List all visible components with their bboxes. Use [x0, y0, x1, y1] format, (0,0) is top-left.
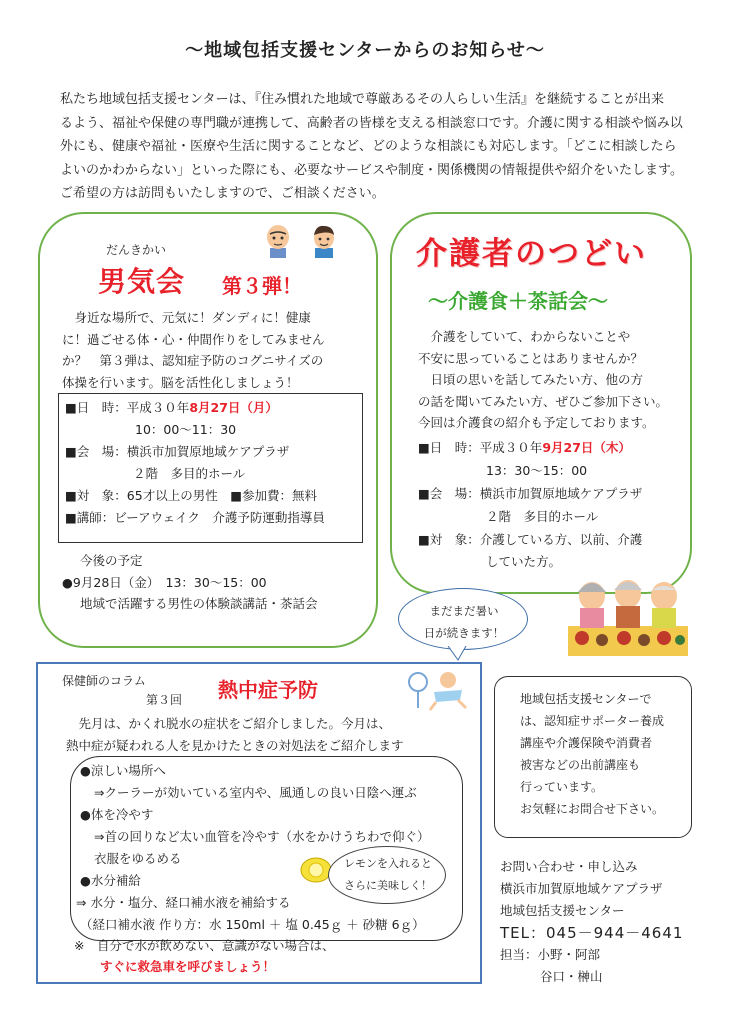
kaigosha-body-line: の話を聞いてみたい方、ぜひご参加下さい。 [418, 393, 669, 409]
tip-detail: 衣服をゆるめる [94, 851, 182, 866]
services-line: 地域包括支援センターで [520, 692, 652, 706]
intro-line: 私たち地域包括支援センターは、『住み慣れた地域で尊厳あるその人らしい生活』を継続することが出来 [60, 92, 664, 107]
tip-heading: ●涼しい場所へ [80, 763, 166, 778]
contact-info [500, 856, 683, 988]
kaigosha-date-row [418, 438, 631, 456]
heatstroke-person-icon [406, 668, 470, 712]
center-services-text [520, 688, 664, 820]
dankikai-body-line: 身近な場所で、元気に！ダンディに！健康 [62, 310, 311, 325]
contact-heading: お問い合わせ・申し込み [500, 859, 638, 874]
column-intro [66, 713, 404, 757]
future-date: ●9月28日（金） 13：30～15：00 [62, 574, 267, 590]
contact-phone: TEL：045－944－4641 [500, 924, 684, 942]
contact-org: 横浜市加賀原地域ケアプラザ [500, 881, 663, 896]
bubble-line: 日が続きます！ [423, 626, 505, 640]
kaigosha-target-cont: していた方。 [486, 554, 562, 569]
kaigosha-date: 9月27日（木） [542, 440, 631, 455]
tip-detail: （経口補水液 作り方：水 150ml ＋ 塩 0.45ｇ ＋ 砂糖 6ｇ） [80, 917, 425, 932]
intro-line: ご希望の方は訪問もいたしますので、ご相談ください。 [60, 186, 385, 201]
elderly-people-eating-icon [568, 568, 688, 658]
page-title: ～地域包括支援センターからのお知らせ～ [185, 40, 545, 61]
kaigosha-time: 13：30～15：00 [486, 463, 588, 478]
dankikai-date: 8月27日（月） [189, 400, 278, 415]
intro-line: るよう、福祉や保健の専門職が連携して、高齢者の皆様を支える相談窓口です。介護に関する相談や悩み以 [60, 115, 683, 131]
tip-heading: ●体を冷やす [80, 807, 154, 822]
dankikai-body-line: か？ 第３弾は、認知症予防のコグニサイズの [62, 353, 324, 368]
kaigosha-venue-room: ２階 多目的ホール [486, 509, 599, 524]
tip-heading: ●水分補給 [80, 873, 141, 888]
lemon-tip-text [336, 853, 440, 897]
contact-org: 地域包括支援センター [500, 903, 625, 918]
dankikai-time: 10：00～11：30 [135, 422, 237, 437]
column-label: 保健師のコラム [62, 674, 146, 688]
kaigosha-venue: ■会 場：横浜市加賀原地域ケアプラザ [418, 486, 643, 501]
speech-bubble-tail-icon [446, 646, 468, 662]
dankikai-title: 男気会 [98, 265, 186, 298]
services-line: は、認知症サポーター養成 [520, 714, 665, 728]
dankikai-subtitle: 第３弾！ [222, 274, 302, 298]
bald-man-icon [262, 222, 294, 258]
warning-emphasis: すぐに救急車を呼びましょう！ [100, 959, 276, 974]
dankikai-date-label: ■日 時：平成３０年 [65, 400, 190, 415]
dankikai-venue-room: ２階 多目的ホール [133, 466, 246, 481]
ambulance-warning [74, 935, 334, 977]
services-line: 被害などの出前講座も [520, 758, 641, 772]
column-intro-line: 先月は、かくれ脱水の症状をご紹介しました。今月は、 [66, 716, 392, 731]
kaigosha-title: 介護者のつどい [416, 236, 647, 272]
kaigosha-target: ■対 象：介護している方、以前、介護 [418, 532, 643, 547]
dankikai-description [62, 307, 362, 393]
column-title: 熱中症予防 [218, 678, 318, 702]
dankikai-ruby: だんきかい [106, 243, 167, 257]
services-line: 講座や介護保険や消費者 [520, 736, 653, 750]
tip-detail: ⇒首の回りなど太い血管を冷やす（水をかけうちわで仰ぐ） [94, 829, 430, 844]
dankikai-details-box [58, 393, 363, 543]
kaigosha-body-line: 不安に思っていることはありませんか？ [418, 350, 644, 366]
young-man-icon [308, 222, 340, 258]
column-intro-line: 熱中症が疑われる人を見かけたときの対処法をご紹介します [66, 738, 404, 753]
intro-line: 外にも、健康や福祉・医療や生活に関することなど、どのような相談にも対応します。「どこに相談したら [60, 139, 677, 154]
kaigosha-date-label: ■日 時：平成３０年 [418, 440, 543, 455]
tip-detail: ⇒クーラーが効いている室内や、風通しの良い日陰へ運ぶ [94, 785, 417, 800]
dankikai-future-schedule [62, 550, 318, 615]
dankikai-body-line: 体操を行います。脳を活性化しましょう！ [62, 374, 299, 390]
dankikai-target: ■対 象：65才以上の男性 ■参加費：無料 [65, 488, 318, 503]
intro-text [60, 88, 690, 206]
dankikai-date-row [65, 398, 278, 416]
lemon-line: レモンを入れると [344, 857, 432, 870]
dankikai-venue: ■会 場：横浜市加賀原地域ケアプラザ [65, 444, 290, 459]
future-description: 地域で活躍する男性の体験談講話・茶話会 [80, 596, 318, 611]
kaigosha-body-line: 介護をしていて、わからないことや [418, 329, 631, 344]
future-title: 今後の予定 [80, 553, 143, 568]
kaigosha-description [418, 326, 688, 434]
dankikai-body-line: に！過ごせる体・心・仲間作りをしてみません [62, 331, 325, 347]
column-number: 第３回 [146, 693, 183, 707]
speech-bubble-text [406, 600, 522, 644]
kaigosha-subtitle: ～介護食＋茶話会～ [428, 289, 608, 313]
kaigosha-body-line: 今回は介護食の紹介も予定しております。 [418, 415, 655, 430]
intro-line: よいのかわからない」といった際にも、必要なサービスや制度・関係機関の情報提供や紹介をいたします。 [60, 162, 683, 178]
contact-staff: 担当：小野・阿部 [500, 947, 601, 962]
bubble-line: まだまだ暑い [429, 604, 499, 618]
contact-staff: 谷口・榊山 [540, 969, 603, 984]
warning-line: ※ 自分で水が飲めない、意識がない場合は、 [74, 938, 335, 953]
tip-detail: ⇒ 水分・塩分、経口補水液を補給する [76, 895, 291, 910]
lemon-line: さらに美味しく！ [344, 879, 432, 892]
services-line: 行っています。 [520, 780, 604, 794]
services-line: お気軽にお問合せ下さい。 [520, 802, 665, 816]
kaigosha-body-line: 日頃の思いを話してみたい方、他の方 [418, 372, 644, 387]
dankikai-lecturer: ■講師：ビーアウェイク 介護予防運動指導員 [65, 510, 325, 525]
